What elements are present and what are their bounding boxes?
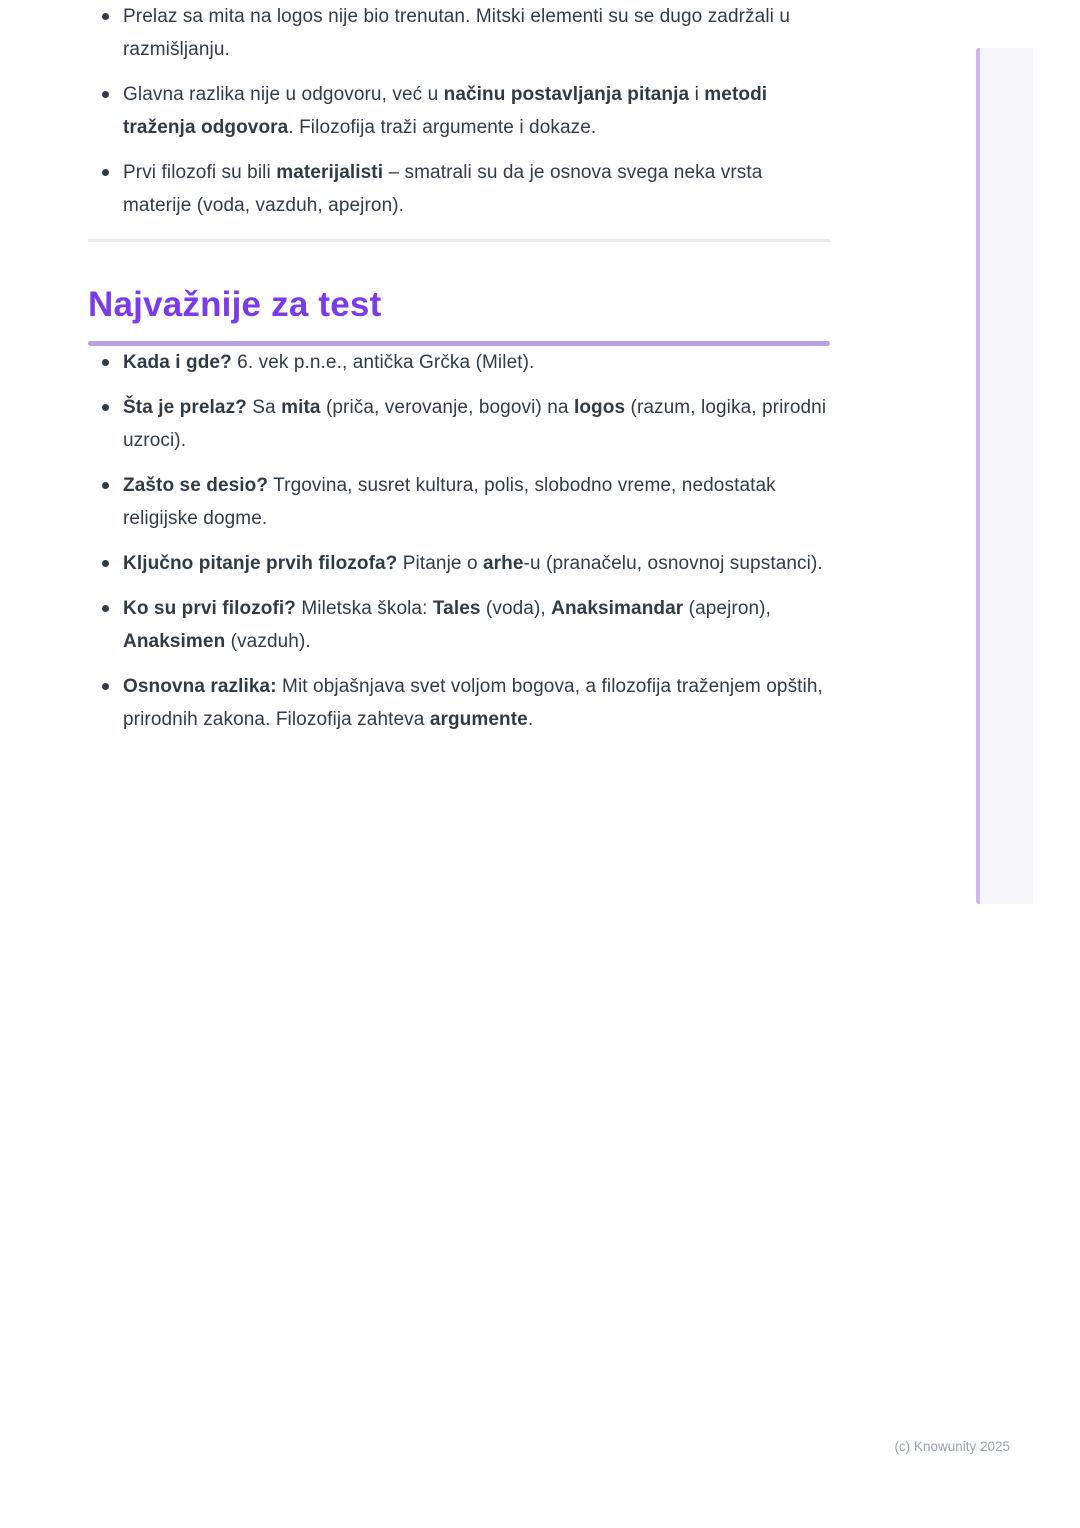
list-item xyxy=(88,391,830,457)
text-run: Prvi filozofi su bili xyxy=(123,162,277,183)
text-run: (voda), xyxy=(480,598,552,619)
test-bullet-list xyxy=(88,346,830,736)
text-run: Pitanje o xyxy=(397,553,483,574)
text-run: i xyxy=(689,84,705,105)
bold-text-run: Ko su prvi filozofi? xyxy=(123,598,296,619)
text-run: 6. vek p.n.e., antička Grčka (Milet). xyxy=(231,352,535,373)
list-item xyxy=(88,346,830,379)
bold-text-run: načinu postavljanja pitanja xyxy=(443,84,690,105)
bold-text-run: Anaksimandar xyxy=(551,598,684,619)
bold-text-run: materijalisti xyxy=(276,162,384,183)
text-run: (priča, verovanje, bogovi) na xyxy=(320,397,574,418)
bold-text-run: mita xyxy=(281,397,321,418)
text-run: (apejron), xyxy=(683,598,771,619)
intro-bullet-list xyxy=(88,0,830,222)
list-item xyxy=(88,469,830,535)
text-run: Trgovina, susret kultura, polis, slobodno vreme, nedostatak religijske dogme. xyxy=(123,475,776,529)
bold-text-run: Anaksimen xyxy=(123,631,226,652)
list-item xyxy=(88,156,830,222)
bold-text-run: Kada i gde? xyxy=(123,352,232,373)
section-divider xyxy=(88,239,830,242)
document-content xyxy=(88,0,830,748)
text-run: . Filozofija traži argumente i dokaze. xyxy=(288,117,597,138)
bold-text-run: Ključno pitanje prvih filozofa? xyxy=(123,553,398,574)
bold-text-run: logos xyxy=(573,397,626,418)
bold-text-run: metodi traženja odgovora xyxy=(123,84,768,138)
text-run: . xyxy=(527,709,534,730)
copyright-footer: (c) Knowunity 2025 xyxy=(894,1439,1010,1454)
bold-text-run: argumente xyxy=(429,709,528,730)
list-item xyxy=(88,78,830,144)
bold-text-run: Tales xyxy=(432,598,481,619)
list-item xyxy=(88,547,830,580)
text-run: Glavna razlika nije u odgovoru, već u xyxy=(123,84,444,105)
text-run: (vazduh). xyxy=(225,631,311,652)
list-item xyxy=(88,670,830,736)
list-item xyxy=(88,592,830,658)
text-run: – smatrali su da je osnova svega neka vrsta materije (voda, vazduh, apejron). xyxy=(123,162,763,216)
bold-text-run: Šta je prelaz? xyxy=(123,397,247,418)
bold-text-run: Osnovna razlika: xyxy=(123,676,277,697)
section-heading: Najvažnije za test xyxy=(88,285,382,324)
next-page-edge-panel xyxy=(976,48,1033,904)
text-run: (razum, logika, prirodni uzroci). xyxy=(123,397,827,451)
list-item xyxy=(88,0,830,66)
text-run: Miletska škola: xyxy=(296,598,433,619)
text-run: Prelaz sa mita na logos nije bio trenutan. Mitski elementi su se dugo zadržali u razmišljanju. xyxy=(123,6,791,60)
text-run: Mit objašnjava svet voljom bogova, a filozofija traženjem opštih, prirodnih zakona. Filozofija zahteva xyxy=(123,676,823,730)
bold-text-run: Zašto se desio? xyxy=(123,475,269,496)
text-run: Sa xyxy=(246,397,282,418)
text-run: -u (pranačelu, osnovnoj supstanci). xyxy=(523,553,823,574)
bold-text-run: arhe xyxy=(483,553,524,574)
